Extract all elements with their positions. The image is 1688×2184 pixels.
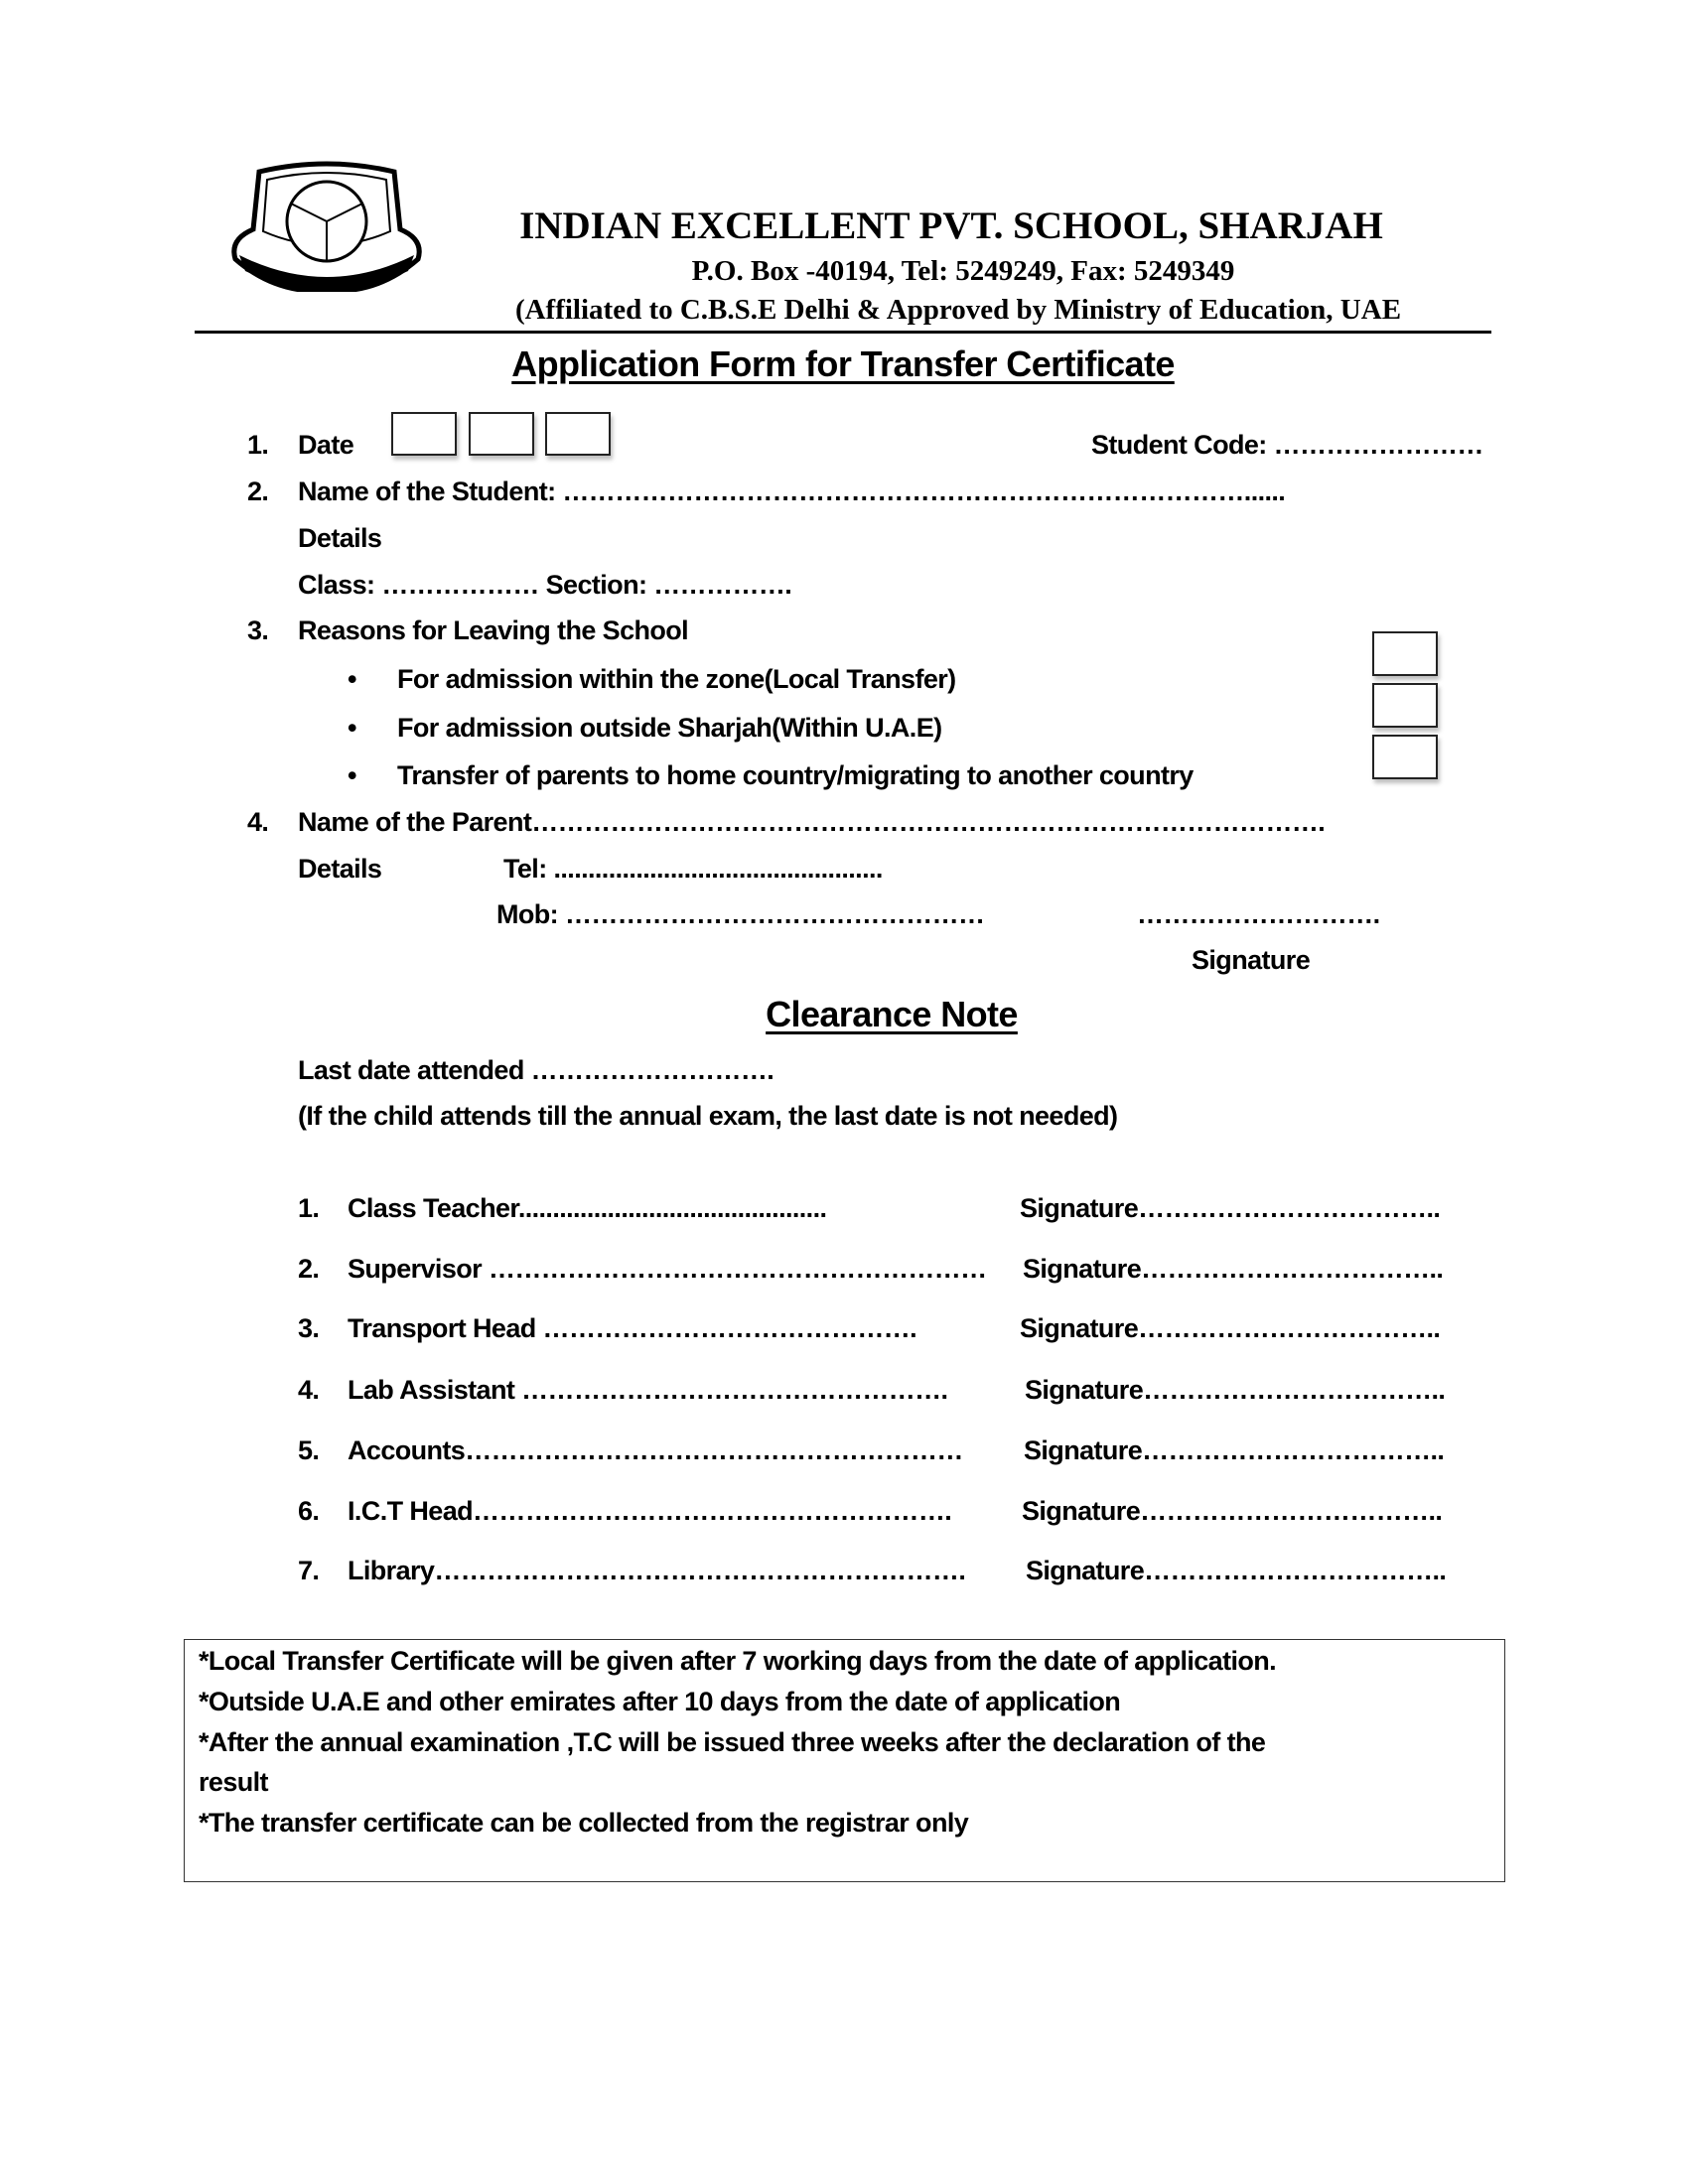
school-name: INDIAN EXCELLENT PVT. SCHOOL, SHARJAH	[519, 205, 1383, 247]
last-date-field[interactable]: Last date attended ……………………….	[298, 1055, 774, 1085]
clearance-signature-field[interactable]: Signature……………………………..	[1020, 1193, 1441, 1223]
clearance-signature-field[interactable]: Signature……………………………..	[1025, 1375, 1446, 1405]
clearance-item-field[interactable]: Accounts…………………………………………………	[348, 1435, 963, 1465]
bullet: •	[348, 760, 356, 790]
clearance-signature-field[interactable]: Signature……………………………..	[1023, 1254, 1444, 1284]
school-logo	[229, 160, 424, 292]
bullet: •	[348, 664, 356, 694]
date-number: 1.	[247, 430, 269, 460]
clearance-item-field[interactable]: I.C.T Head……………………………………………….	[348, 1496, 952, 1526]
clearance-title: Clearance Note	[766, 994, 1018, 1034]
reason-outside-sharjah: For admission outside Sharjah(Within U.A.E)	[397, 713, 942, 743]
details-label: Details	[298, 523, 382, 553]
mob-field[interactable]: Mob: …………………………………………	[496, 899, 985, 929]
note-line: result	[199, 1767, 268, 1797]
clearance-item-field[interactable]: Library…………………………………………………….	[348, 1556, 966, 1585]
clearance-item-number: 5.	[298, 1435, 320, 1465]
clearance-signature-field[interactable]: Signature……………………………..	[1024, 1435, 1445, 1465]
reasons-label: Reasons for Leaving the School	[298, 615, 689, 645]
date-day-box[interactable]	[391, 412, 457, 456]
clearance-item-number: 3.	[298, 1313, 320, 1343]
clearance-signature-field[interactable]: Signature……………………………..	[1026, 1556, 1447, 1585]
clearance-item-number: 1.	[298, 1193, 320, 1223]
student-name-field[interactable]: Name of the Student: ……………………………………………………………………......	[298, 477, 1286, 506]
last-date-note: (If the child attends till the annual exam, the last date is not needed)	[298, 1101, 1118, 1131]
note-line: *Local Transfer Certificate will be given after 7 working days from the date of application.	[199, 1646, 1277, 1676]
clearance-item-field[interactable]: Transport Head …………………………………….	[348, 1313, 917, 1343]
parent-signature-field[interactable]: ……………………….	[1137, 899, 1380, 929]
note-line: *The transfer certificate can be collected from the registrar only	[199, 1808, 969, 1838]
parent-number: 4.	[247, 807, 269, 837]
clearance-signature-field[interactable]: Signature……………………………..	[1022, 1496, 1443, 1526]
school-contact: P.O. Box -40194, Tel: 5249249, Fax: 5249349	[691, 255, 1235, 287]
class-section-field[interactable]: Class: ……………… Section: …………….	[298, 570, 792, 600]
name-number: 2.	[247, 477, 269, 506]
date-month-box[interactable]	[469, 412, 534, 456]
reasons-number: 3.	[247, 615, 269, 645]
note-line: *After the annual examination ,T.C will be issued three weeks after the declaration of the	[199, 1727, 1266, 1757]
clearance-item-number: 6.	[298, 1496, 320, 1526]
reason-local-transfer: For admission within the zone(Local Transfer)	[397, 664, 956, 694]
bullet: •	[348, 713, 356, 743]
reason-migrating-checkbox[interactable]	[1372, 735, 1438, 779]
clearance-signature-field[interactable]: Signature……………………………..	[1020, 1313, 1441, 1343]
clearance-item-field[interactable]: Supervisor …………………………………………………	[348, 1254, 987, 1284]
reason-outside-checkbox[interactable]	[1372, 683, 1438, 728]
student-code-field[interactable]: Student Code: ……………………	[1091, 430, 1483, 460]
parent-name-field[interactable]: Name of the Parent……………………………………………………………………………….	[298, 807, 1326, 837]
note-line: *Outside U.A.E and other emirates after 10 days from the date of application	[199, 1687, 1121, 1716]
clearance-item-field[interactable]: Lab Assistant ………………………………………….	[348, 1375, 948, 1405]
date-label: Date	[298, 430, 354, 460]
clearance-item-number: 7.	[298, 1556, 320, 1585]
date-year-box[interactable]	[545, 412, 611, 456]
tel-field[interactable]: Tel: ................................................	[503, 854, 883, 884]
signature-label: Signature	[1192, 945, 1311, 975]
clearance-item-number: 4.	[298, 1375, 320, 1405]
school-affiliation: (Affiliated to C.B.S.E Delhi & Approved by Ministry of Education, UAE	[514, 294, 1402, 326]
reason-local-checkbox[interactable]	[1372, 631, 1438, 676]
clearance-item-number: 2.	[298, 1254, 320, 1284]
reason-migrating: Transfer of parents to home country/migrating to another country	[397, 760, 1194, 790]
clearance-item-field[interactable]: Class Teacher.............................................	[348, 1193, 827, 1223]
header-divider	[195, 331, 1491, 334]
form-title: Application Form for Transfer Certificate	[511, 343, 1175, 384]
parent-details-label: Details	[298, 854, 382, 884]
